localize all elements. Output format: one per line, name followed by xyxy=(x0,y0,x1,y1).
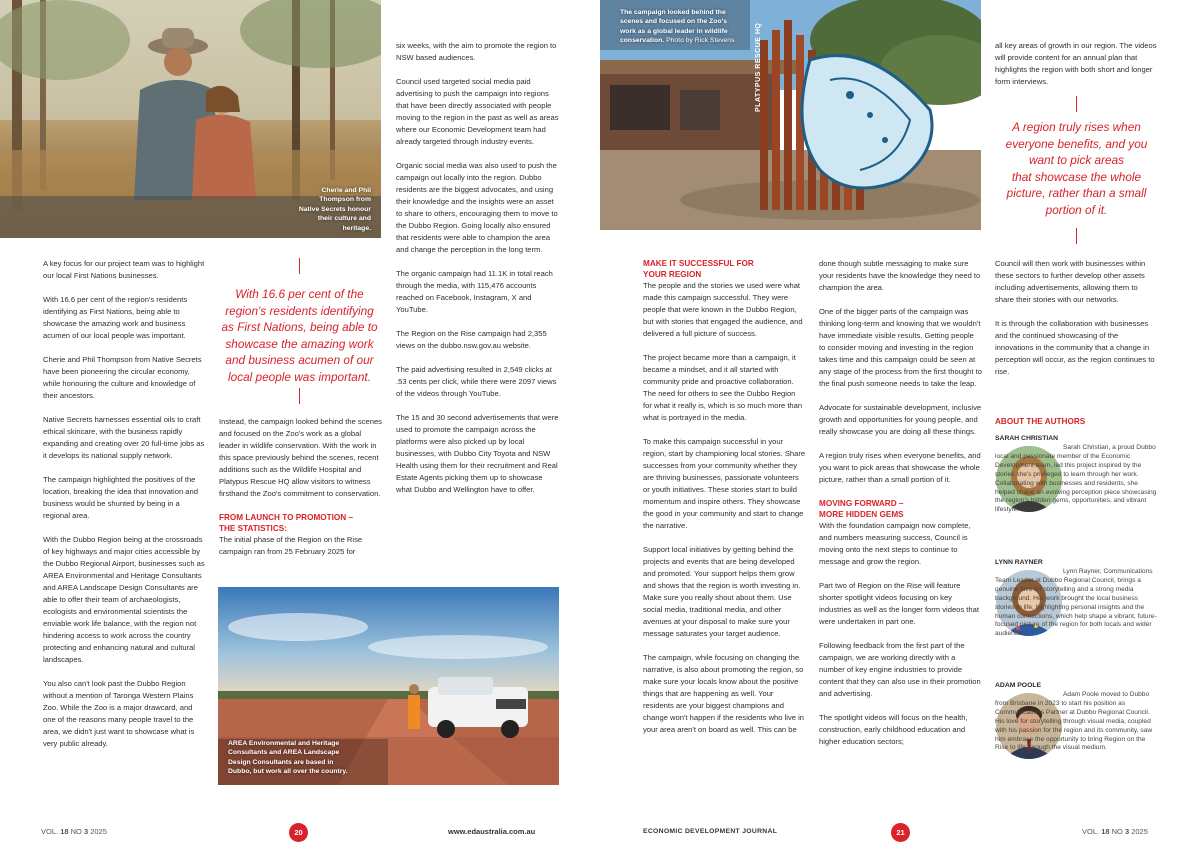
footer-vol-label: VOL. xyxy=(1082,827,1102,836)
paragraph: Instead, the campaign looked behind the scenes and focused on the Zoo's work as a global leader in wildlife conservation. With the work in this space previously behind the scenes, recent additions such as the Wildlife Hospital and Platypus Rescue HQ allow visitors to witness firsthand the Zoo's commitment to conservation. xyxy=(219,417,382,498)
pull-quote-right: A region truly rises when everyone benefits, and you want to pick areas that showcase the whole picture, rather than a small portion of it. xyxy=(1005,120,1148,217)
couple-photo-caption: Cherie and Phil Thompson from Native Secrets honour their culture and heritage. xyxy=(298,187,371,232)
paragraph: Support local initiatives by getting behind the projects and events that are being developed and promoted. Your support helps them grow and shows that the region is worth investing in. Make sure you really shout about them. Use social media, traditional media, and other avenues at your disposal to make sure your message saturates your target audience. xyxy=(643,545,801,638)
paragraph: The campaign, while focusing on changing the narrative, is also about promoting the region, so make sure your locals know about the positive things that are happening as well. Your residents are your biggest champions and change won't happen if the residents who live in your area aren't on board as well. This can be xyxy=(643,653,805,734)
paragraph: The people and the stories we used were what made this campaign successful. They were people that were known in the Dubbo Region, but with stories that engaged the audience, and delivered a full picture of success. xyxy=(643,281,803,338)
left-column-2 xyxy=(219,416,382,570)
couple-photo xyxy=(0,0,381,238)
footer-no-label: NO xyxy=(1109,827,1125,836)
paragraph: To make this campaign successful in your region, start by championing local stories. Share successes from your community whether they are thriving businesses, passionate volunteers or youth initiatives. These stories start to build momentum and inspire others. They showcase the good in your community and start to change the narrative. xyxy=(643,437,806,530)
right-column-3 xyxy=(995,258,1158,390)
paragraph: With the foundation campaign now complete, and numbers measuring success, Council is moving onto the next steps to continue to message and grow the region. xyxy=(819,521,971,566)
authors-heading: ABOUT THE AUTHORS xyxy=(995,417,1086,426)
paragraph: The paid advertising resulted in 2,549 clicks at .53 cents per click, while there were 2097 views of the videos through YouTube. xyxy=(396,365,557,398)
quote-divider-top xyxy=(299,258,300,274)
footer-no-label: NO xyxy=(68,827,84,836)
paragraph: all key areas of growth in our region. The videos will provide content for an annual plan that highlights the region with both short and longer form interviews. xyxy=(995,41,1157,86)
footer-year: 2025 xyxy=(88,827,107,836)
website-link[interactable]: www.edaustralia.com.au xyxy=(448,827,536,836)
journal-name: ECONOMIC DEVELOPMENT JOURNAL xyxy=(643,828,778,835)
platypus-photo-caption xyxy=(620,8,770,46)
right-column-3-top xyxy=(995,40,1158,100)
author-name-adam: ADAM POOLE xyxy=(995,682,1042,689)
paragraph: One of the bigger parts of the campaign was thinking long-term and knowing that we wouldn't have immediate visible results. Getting people to consider moving and investing in the region takes time and this campaign could be seen at any stage of the process from the first thought to the final push someone needs to take the leap. xyxy=(819,307,982,388)
paragraph: Native Secrets harnesses essential oils to craft ethical skincare, with the business rapidly expanding and creating over 20 full-time jobs as it develops its national supply network. xyxy=(43,415,205,460)
paragraph: With the Dubbo Region being at the crossroads of key highways and major cities accessible by the Dubbo Regional Airport, businesses such as AREA Environmental and Heritage Consultants and AREA Landscape Design Consultants are able to offer their team of archaeologists, ecologists and environmental scientists the enviable work life balance, with the region not hindering access to work across the country protecting and enhancing natural and cultural landscapes. xyxy=(43,535,205,664)
paragraph: You also can't look past the Dubbo Region without a mention of Taronga Western Plains Zoo. While the Zoo is a major drawcard, and one of the reasons many people travel to the area, we didn't just want to showcase what is very public already. xyxy=(43,679,195,748)
footer-vol-number: 18 xyxy=(1101,827,1110,836)
footer-no-number: 3 xyxy=(83,827,89,836)
paragraph: It is through the collaboration with businesses and the continued showcasing of the innovations in the community that a change in perception will occur, as the region continues to rise. xyxy=(995,319,1155,376)
section-heading-statistics: FROM LAUNCH TO PROMOTION – THE STATISTICS: xyxy=(219,513,354,533)
paragraph: Following feedback from the first part of the campaign, we are working directly with a number of key engine industries to provide content that they can also use in their promotion and advertising. xyxy=(819,641,981,698)
left-column-3 xyxy=(396,40,559,508)
paragraph: The campaign highlighted the positives of the location, breaking the idea that innovation and business would be shunted by being in a regional area. xyxy=(43,475,198,520)
section-heading-make-successful: MAKE IT SUCCESSFUL FOR YOUR REGION xyxy=(643,259,754,279)
paragraph: Council used targeted social media paid advertising to push the campaign into regions that have been directly associated with people moving to the region in the past as well as areas where our Economic Development team had already targeted through industry events. xyxy=(396,77,559,146)
platypus-rescue-photo xyxy=(600,0,981,230)
caption-credit: Photo by Rick Stevens xyxy=(664,37,735,45)
footer-volume-left xyxy=(41,827,107,836)
paragraph: The organic campaign had 11.1K in total reach through the media, with 115,476 accounts reached on Facebook, Instagram, X and YouTube. xyxy=(396,269,553,314)
author-bio-adam: Adam Poole moved to Dubbo from Brisbane in 2023 to start his position as Communications Partner at Dubbo Regional Council. His love for storytelling through visual media, coupled with his passion for the region and its community, saw him embrace the opportunity to bring Region on the Rise to life through the visual medium. xyxy=(995,691,1153,752)
paragraph: The project became more than a campaign, it became a mindset, and it all started with community pride and proactive collaboration. The need for others to see the Dubbo Region for what it really is, which is so much more than what is portrayed in the media. xyxy=(643,353,803,422)
paragraph: The spotlight videos will focus on the health, construction, early childhood education and higher education sectors; xyxy=(819,713,968,746)
paragraph: A key focus for our project team was to highlight our local First Nations businesses. xyxy=(43,259,205,280)
paragraph: Part two of Region on the Rise will feature shorter spotlight videos focusing on key industries as well as the longer form videos that were undertaken in part one. xyxy=(819,581,979,626)
author-bio-sarah: Sarah Christian, a proud Dubbo local and passionate member of the Economic Development team, led this project inspired by the stories she's privileged to learn through her work. Collaborating with businesses and residents, she helped shape an evolving perception piece showcasing the region's hidden gems, opportunities, and vibrant lifestyle. xyxy=(995,444,1157,514)
right-column-1 xyxy=(643,258,806,748)
paragraph: The 15 and 30 second advertisements that were used to promote the campaign across the platforms were also picked up by local businesses, with Dubbo City Toyota and NSW Health using them for their recruitment and Real Estate Agents picking them up to showcase what Dubbo and Wellington have to offer. xyxy=(396,413,559,494)
paragraph: Organic social media was also used to push the campaign out locally into the region. Dubbo residents are the biggest advocates, and using their knowledge and the insights were an asset to share to others, encouraging them to move to the Dubbo Region. Going locally also ensured that residents were able to champion the area and change the perception in the long term. xyxy=(396,161,558,254)
pull-quote-left: With 16.6 per cent of the region's residents identifying as First Nations, being able to showcase the amazing work and business acumen of our local people was important. xyxy=(221,287,378,384)
caption-bold: The campaign looked behind the scenes and focused on the Zoo's work as a global leader in wildlife conservation. xyxy=(620,9,728,45)
footer-no-number: 3 xyxy=(1124,827,1130,836)
paragraph: done though subtle messaging to make sure your residents have the knowledge they need to champion the area. xyxy=(819,259,981,292)
paragraph: The Region on the Rise campaign had 2,355 views on the dubbo.nsw.gov.au website. xyxy=(396,329,547,350)
quote-divider-bottom xyxy=(299,388,300,404)
paragraph: Cherie and Phil Thompson from Native Secrets have been pioneering the circular economy, while honouring the culture and knowledge of their ancestors. xyxy=(43,355,202,400)
paragraph: With 16.6 per cent of the region's residents identifying as First Nations, being able to showcase the amazing work and business acumen of our local people was important. xyxy=(43,295,188,340)
author-name-sarah: SARAH CHRISTIAN xyxy=(995,435,1059,442)
paragraph: Advocate for sustainable development, inclusive growth and opportunities for young people, and really showcase you are doing all these things. xyxy=(819,403,982,436)
left-column-1 xyxy=(43,258,206,762)
right-column-2 xyxy=(819,258,982,760)
paragraph: A region truly rises when everyone benefits, and you want to pick areas that showcase the whole picture, rather than a small portion of it. xyxy=(819,451,981,484)
road-photo xyxy=(218,587,559,785)
sign-text: PLATYPUS RESCUE HQ xyxy=(755,22,762,112)
section-heading-moving-forward: MOVING FORWARD – MORE HIDDEN GEMS xyxy=(819,499,904,519)
author-bio-lynn: Lynn Rayner, Communications Team Leader at Dubbo Regional Council, brings a genuine love for storytelling and a strong media background. Her work brought the local business stories to life, highlighting personal insights and the human connections, which help shape a vibrant, future-focused picture of the region for both locals and wider audiences. xyxy=(995,568,1157,638)
footer-vol-number: 18 xyxy=(60,827,69,836)
road-photo-caption: AREA Environmental and Heritage Consultants and AREA Landscape Design Consultants are based in Dubbo, but work all over the country. xyxy=(228,740,348,776)
paragraph: six weeks, with the aim to promote the region to NSW based audiences. xyxy=(396,41,557,62)
footer-vol-label: VOL. xyxy=(41,827,61,836)
paragraph: Council will then work with businesses within these sectors to further develop other assets including advertisements, allowing them to share their stories with our networks. xyxy=(995,259,1146,304)
page-number-right: 21 xyxy=(891,823,910,842)
author-name-lynn: LYNN RAYNER xyxy=(995,559,1043,566)
quote-divider-top-right xyxy=(1076,96,1077,112)
footer-year: 2025 xyxy=(1129,827,1148,836)
quote-divider-bottom-right xyxy=(1076,228,1077,244)
paragraph: The initial phase of the Region on the Rise campaign ran from 25 February 2025 for xyxy=(219,535,363,556)
page-number-left: 20 xyxy=(289,823,308,842)
footer-volume-right xyxy=(1082,827,1148,836)
